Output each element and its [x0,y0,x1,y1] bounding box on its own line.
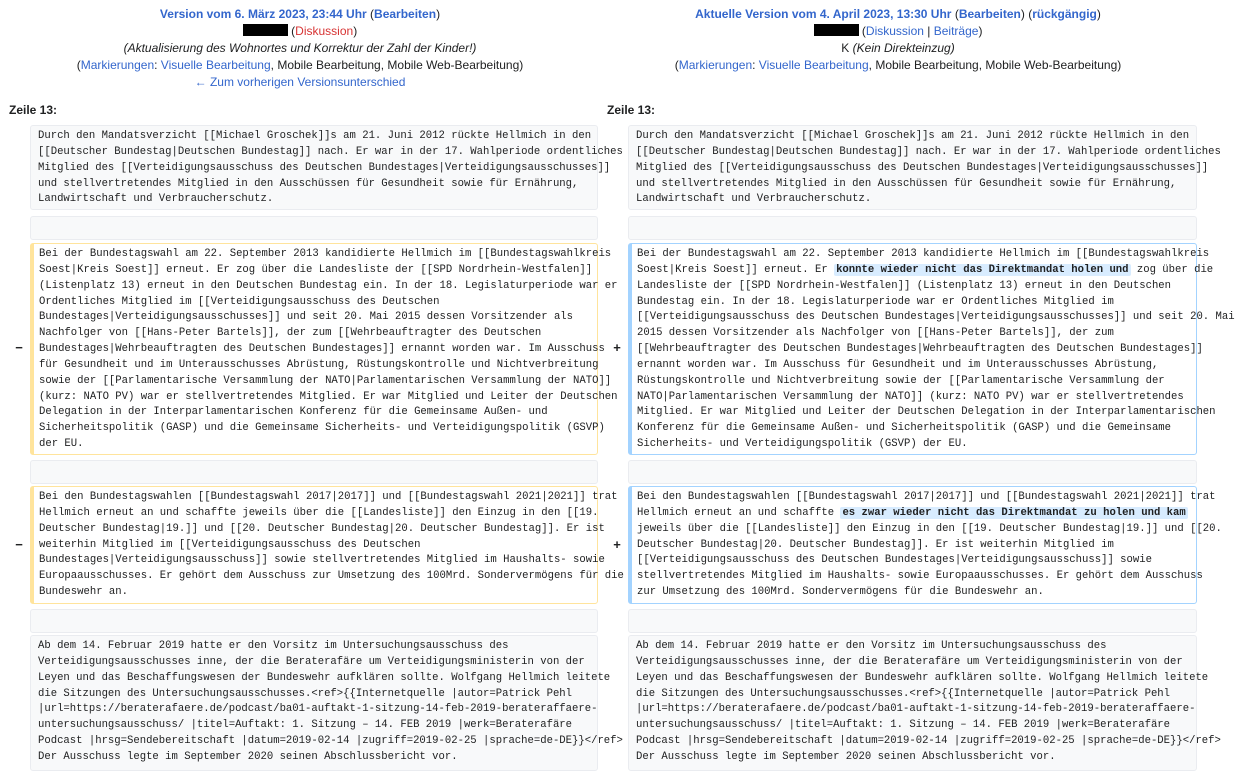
old-deleted-paragraph [30,486,624,604]
added-line-marker: + [613,340,621,355]
old-empty-context-line [30,609,598,633]
diff-line: Ab dem 14. Februar 2019 hatte er den Vorsitz im Untersuchungsausschuss des [38,640,509,652]
diff-line: Sicherheits- und Verteidigungspolitik (GSVP) der EU. [637,438,968,451]
diff-line: untersuchungsausschuss/ |titel=Auftakt: 1. Sitzung – 14. FEB 2019 |werk=Beraterafäre [636,719,1171,732]
old-context-paragraph [30,635,623,771]
new-context-paragraph [628,635,1221,771]
diff-line: die Sitzungen des Untersuchungsausschusses.<ref>{{Internetquelle |autor=Patrick Pehl [38,687,573,700]
diff-line: Deutscher Bundestag|19.]] und [[20. Deutscher Bundestag|20. Deutscher Bundestag]]. Er ist [39,522,605,535]
diff-line: Bundestag ein. In der 18. Legislaturperiode war er Ordentliches Mitglied im [637,295,1114,308]
diff-line: [[Verteidigungsausschuss des Deutschen Bundestages|Verteidigungsausschusses]] und seit 20. Mai [637,311,1235,324]
diff-line: untersuchungsausschuss/ |titel=Auftakt: 1. Sitzung – 14. FEB 2019 |werk=Beraterafäre [38,719,573,732]
diff-line: und stellvertretendes Mitglied in den Ausschüssen für Gesundheit sowie für Ernährung, [636,177,1177,190]
added-line-marker: + [613,537,621,552]
previous-diff-link[interactable]: ← Zum vorherigen Versionsunterschied [194,75,406,89]
old-revision-title-link[interactable]: Version vom 6. März 2023, 23:44 Uhr [159,7,367,21]
diff-line: weiterhin Mitglied im [[Verteidigungsausschuss des Deutschen [39,538,421,551]
new-revision-edit-link[interactable]: Bearbeiten [958,7,1021,21]
old-edit-summary: (Aktualisierung des Wohnortes und Korrektur der Zahl der Kinder!) [123,41,477,55]
diff-line: Hellmich erneut an und schaffte es zwar wieder nicht das Direktmandat zu holen und kam [637,506,1186,519]
new-tag-visual-link[interactable]: Visuelle Bearbeitung [758,58,869,72]
diff-line: für Gesundheit und im Unterausschusses Abrüstung, Rüstungskontrolle und Nichtverbreitung [39,358,599,371]
minor-edit-mark: K [841,41,850,55]
old-empty-context-line [30,216,598,240]
new-revision-header: Aktuelle Version vom 4. April 2023, 13:30 Uhr (Bearbeiten) (rückgängig) (Diskussion | Beiträge) K (Kein Direkteinzug) (Markierungen: Visuelle Bearbeitung, Mobile Bearbeitung, Mobile Web-Bearbeitung) [598,6,1198,74]
diff-line: |url=https://beraterafaere.de/podcast/ba01-auftakt-1-sitzung-14-feb-2019-berateraffaere- [636,703,1196,716]
diff-line: die Sitzungen des Untersuchungsausschusses.<ref>{{Internetquelle |autor=Patrick Pehl [636,687,1171,700]
old-empty-context-line [30,460,598,484]
diff-line: Bei der Bundestagswahl am 22. September 2013 kandidierte Hellmich im [[Bundestagswahlkreis [637,248,1210,260]
new-empty-context-line [628,460,1197,484]
diff-line: Durch den Mandatsverzicht [[Michael Groschek]]s am 21. Juni 2012 rückte Hellmich in den [636,130,1190,142]
old-revision-header: Version vom 6. März 2023, 23:44 Uhr (Bearbeiten) (Diskussion) (Aktualisierung des Wohnortes und Korrektur der Zahl der Kinder!) (Markierungen: Visuelle Bearbeitung, Mobile Bearbeitung, Mobile Web-Bearbeitung) ← Zum vorherigen Versionsunterschied [0,6,600,91]
new-user-discussion-link[interactable]: Diskussion [865,24,924,38]
diff-line: Landesliste der [[SPD Nordrhein-Westfalen]] (Listenplatz 13) erneut in den Deutschen [637,279,1172,292]
redacted-username [814,24,859,36]
diff-line: Leyen und das Beschaffungswesen der Bundeswehr aufklären sollte. Wolfgang Hellmich leitete [636,671,1209,684]
new-context-paragraph [628,125,1221,210]
diff-line: Soest|Kreis Soest]] erneut. Er konnte wieder nicht das Direktmandat holen und zog über die [637,263,1214,276]
old-tags-link[interactable]: Markierungen [80,58,155,72]
new-edit-summary: (Kein Direkteinzug) [852,41,955,55]
diff-line: Konferenz für die Gemeinsame Außen- und Sicherheitspolitik (GASP) und die Gemeinsame [637,422,1172,435]
diff-line: Der Ausschuss legte im September 2020 seinen Abschlussbericht vor. [636,750,1056,763]
old-context-paragraph [30,125,623,210]
diff-line: und stellvertretendes Mitglied in den Ausschüssen für Gesundheit sowie für Ernährung, [38,177,579,190]
new-line-number: Zeile 13: [607,103,656,117]
inserted-text-highlight: konnte wieder nicht das Direktmandat holen und [836,263,1129,276]
diff-line: Bundestages|Verteidigungsausschuss]] sowie stellvertretendes Mitglied im Haushalts- sowie [39,554,605,567]
diff-line: Podcast |hrsg=Sendebereitschaft |datum=2019-02-14 |zugriff=2019-02-25 |sprache=de-DE}}</ref> [636,735,1221,748]
diff-line: Leyen und das Beschaffungswesen der Bundeswehr aufklären sollte. Wolfgang Hellmich leitete [38,671,611,684]
old-tags: (Markierungen: Visuelle Bearbeitung, Mobile Bearbeitung, Mobile Web-Bearbeitung) [76,58,524,72]
diff-line: Nachfolger von [[Hans-Peter Bartels]], der zum [[Wehrbeauftragter des Deutschen [39,327,542,340]
old-revision-edit-link[interactable]: Bearbeiten [374,7,437,21]
diff-line: NATO|Parlamentarischen Versammlung der NATO]] (kurz: NATO PV) war er stellvertretendes [637,390,1184,403]
diff-line: Mitglied des [[Verteidigungsausschuss des Deutschen Bundestages|Verteidigungsausschusses]] [636,161,1209,174]
diff-line: Bundeswehr an. [39,586,129,599]
new-user-contribs-link[interactable]: Beiträge [933,24,979,38]
diff-line: Durch den Mandatsverzicht [[Michael Groschek]]s am 21. Juni 2012 rückte Hellmich in den [38,130,592,142]
inserted-text-highlight: es zwar wieder nicht das Direktmandat zu holen und kam [842,506,1186,519]
diff-line: [[Verteidigungsausschuss des Deutschen Bundestages|Verteidigungsausschuss]] sowie [637,554,1152,567]
old-tag-visual-link[interactable]: Visuelle Bearbeitung [160,58,271,72]
new-added-paragraph [628,243,1235,455]
deleted-line-marker: − [15,340,23,355]
diff-line: Bei den Bundestagswahlen [[Bundestagswahl 2017|2017]] und [[Bundestagswahl 2021|2021]] trat [39,491,618,503]
diff-line: Verteidigungsausschusses inne, der die Beraterafäre um Verteidigungsministerin von der [636,655,1183,668]
diff-line: Podcast |hrsg=Sendebereitschaft |datum=2019-02-14 |zugriff=2019-02-25 |sprache=de-DE}}</ref> [38,735,623,748]
new-added-paragraph [628,486,1222,604]
diff-line: |url=https://beraterafaere.de/podcast/ba01-auftakt-1-sitzung-14-feb-2019-berateraffaere- [38,703,598,716]
diff-line: Soest|Kreis Soest]] erneut. Er zog über die Landesliste der [[SPD Nordrhein-Westfalen]] [39,263,593,276]
deleted-line-marker: − [15,537,23,552]
new-empty-context-line [628,609,1197,633]
diff-line: jeweils über die [[Landesliste]] den Einzug in den [[19. Deutscher Bundestag|19.]] und [[20. [637,522,1222,535]
diff-line: Bundestages|Verteidigungsausschusses]] und seit 20. Mai 2015 dessen Vorsitzender als [39,311,574,324]
diff-line: Ab dem 14. Februar 2019 hatte er den Vorsitz im Untersuchungsausschuss des [636,640,1107,652]
diff-line: Landwirtschaft und Verbraucherschutz. [636,193,872,206]
diff-line: (Listenplatz 13) erneut in den Deutschen Bundestag ein. In der 18. Legislaturperiode war er [39,279,618,292]
diff-line: Bei der Bundestagswahl am 22. September 2013 kandidierte Hellmich im [[Bundestagswahlkreis [39,248,612,260]
diff-line: Bundestages|Wehrbeauftragten des Deutschen Bundestages]] ernannt worden war. Im Ausschuss [39,343,605,356]
old-user-discussion-link[interactable]: Diskussion [295,24,354,38]
undo-link[interactable]: rückgängig [1032,7,1097,21]
diff-line: 2015 dessen Vorsitzender als Nachfolger von [[Hans-Peter Bartels]], der zum [637,327,1114,340]
diff-line: Ordentliches Mitglied im [[Verteidigungsausschuss des Deutschen [39,295,440,308]
new-tags: (Markierungen: Visuelle Bearbeitung, Mobile Bearbeitung, Mobile Web-Bearbeitung) [674,58,1122,72]
diff-line: [[Deutscher Bundestag|Deutschen Bundestag]] nach. Er war in der 17. Wahlperiode ordentliches [636,145,1221,158]
old-line-number: Zeile 13: [9,103,58,117]
new-tags-link[interactable]: Markierungen [678,58,753,72]
diff-line: Verteidigungsausschusses inne, der die Beraterafäre um Verteidigungsministerin von der [38,655,585,668]
diff-line: ernannt worden war. Im Ausschuss für Gesundheit und im Unterausschusses Abrüstung, [637,358,1159,371]
diff-line: Der Ausschuss legte im September 2020 seinen Abschlussbericht vor. [38,750,458,763]
diff-line: sowie der [[Parlamentarische Versammlung der NATO|Parlamentarischen Versammlung der NATO]] [39,374,612,387]
diff-line: stellvertretendes Mitglied im Haushalts- sowie Europaausschusses. Er gehört dem Ausschuss [637,570,1203,583]
diff-line: Rüstungskontrolle und Nichtverbreitung sowie der [[Parlamentarische Versammlung der [637,374,1165,387]
diff-line: Mitglied des [[Verteidigungsausschuss des Deutschen Bundestages|Verteidigungsausschusses]] [38,161,611,174]
old-deleted-paragraph [30,243,618,455]
new-revision-title-link[interactable]: Aktuelle Version vom 4. April 2023, 13:30 Uhr [695,7,952,21]
diff-line: Hellmich erneut an und schaffte jeweils über die [[Landesliste]] den Einzug in den [[19. [39,506,599,519]
diff-line: Deutscher Bundestag|20. Deutscher Bundestag]]. Er ist weiterhin Mitglied im [637,538,1114,551]
diff-line: [[Deutscher Bundestag|Deutschen Bundestag]] nach. Er war in der 17. Wahlperiode ordentliches [38,145,623,158]
diff-line: Europaausschusses. Er gehört dem Ausschuss zur Umsetzung des 100Mrd. Sondervermögens für die [39,570,624,583]
diff-line: (kurz: NATO PV) war er stellvertretendes Mitglied. Er war Mitglied und Leiter der Deutschen [39,390,618,403]
diff-line: [[Wehrbeauftragter des Deutschen Bundestages|Wehrbeauftragten des Deutschen Bundestages]] [637,343,1203,356]
diff-line: zur Umsetzung des 100Mrd. Sondervermögens für die Bundeswehr an. [637,586,1044,599]
diff-line: Delegation in der Interparlamentarischen Konferenz für die Gemeinsame Außen- und [39,406,548,419]
diff-line: Sicherheitspolitik (GASP) und die Gemeinsame Sicherheits- und Verteidigungspolitik (GSVP) [39,422,605,435]
diff-line: Mitglied. Er war Mitglied und Leiter der Deutschen Delegation in der Interparlamentarischen [637,406,1216,419]
new-empty-context-line [628,216,1197,240]
redacted-username [243,24,288,36]
diff-line: Bei den Bundestagswahlen [[Bundestagswahl 2017|2017]] und [[Bundestagswahl 2021|2021]] trat [637,491,1216,503]
diff-line: Landwirtschaft und Verbraucherschutz. [38,193,274,206]
diff-line: der EU. [39,438,84,451]
